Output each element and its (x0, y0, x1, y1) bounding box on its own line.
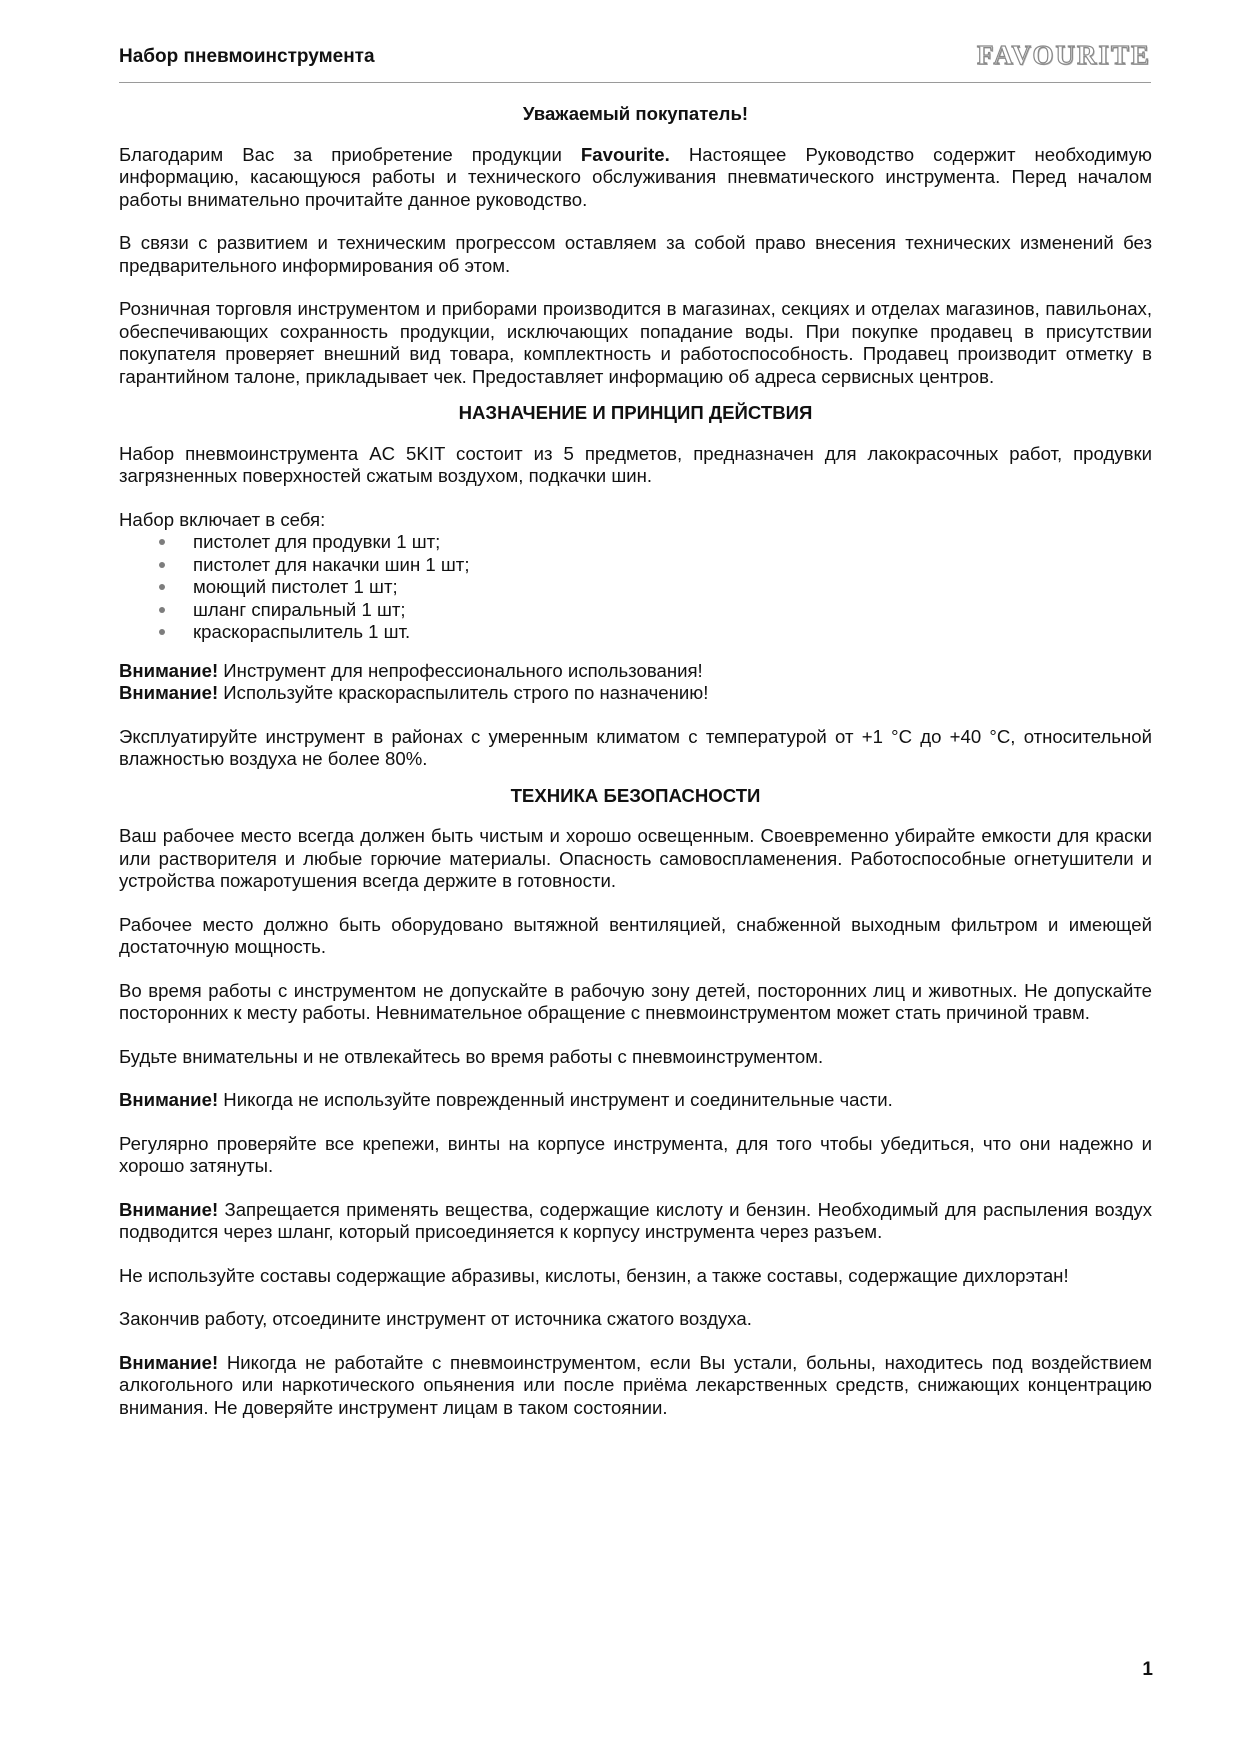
bullet-icon (159, 562, 165, 568)
page-header (119, 40, 1151, 83)
bullet-icon (159, 607, 165, 613)
safety-heading: ТЕХНИКА БЕЗОПАСНОСТИ (510, 784, 761, 806)
tech-changes-paragraph: В связи с развитием и техническим прогрессом оставляем за собой право внесения технических изменений без предварительного информирования об этом. (119, 232, 1152, 276)
purpose-heading: НАЗНАЧЕНИЕ И ПРИНЦИП ДЕЙСТВИЯ (458, 402, 813, 423)
page-number: 1 (1142, 1659, 1153, 1680)
warning-label: Внимание! (119, 1198, 219, 1220)
warning-text: Запрещается применять вещества, содержащие кислоту и бензин. Необходимый для распыления воздух подводится через шланг, который присоединяется к корпусу инструмента через разъем. (119, 1198, 1152, 1242)
safety-paragraph-ventilation: Рабочее место должно быть оборудовано вытяжной вентиляцией, снабженной выходным фильтром и имеющей достаточную мощность. (119, 913, 1152, 957)
document-body (119, 103, 1152, 1419)
safety-paragraph-workplace: Ваш рабочее место всегда должен быть чистым и хорошо освещенным. Своевременно убирайте емкости для краски или растворителя и любые горючие материалы. Опасность самовоспламенения. Работоспособные огнетушители и устройства пожаротушения всегда держите в готовности. (119, 825, 1152, 891)
bullet-icon (159, 584, 165, 590)
safety-warning-condition (119, 1352, 1152, 1420)
intro-text-start: Благодарим Вас за приобретение продукции (119, 143, 581, 165)
list-item (119, 621, 1152, 644)
document-title: Набор пневмоинструмента (119, 46, 375, 67)
warning-sprayer-use (119, 682, 1152, 705)
warning-label: Внимание! (119, 659, 219, 681)
safety-paragraph-abrasives: Не используйте составы содержащие абразивы, кислоты, бензин, а также составы, содержащие дихлорэтан! (119, 1264, 1069, 1286)
list-item (119, 554, 1152, 577)
warning-text: Никогда не работайте с пневмоинструментом, если Вы устали, больны, находитесь под воздействием алкогольного или наркотического опьянения или после приёма лекарственных средств, снижающих концентрацию внимания. Не доверяйте инструмент лицам в таком состоянии. (119, 1351, 1152, 1418)
warning-text: Инструмент для непрофессионального использования! (218, 659, 703, 681)
warning-text: Никогда не используйте поврежденный инструмент и соединительные части. (218, 1089, 893, 1110)
safety-paragraph-fasteners: Регулярно проверяйте все крепежи, винты на корпусе инструмента, для того чтобы убедиться, что они надежно и хорошо затянуты. (119, 1132, 1152, 1176)
list-item (119, 599, 1152, 622)
warning-label: Внимание! (119, 682, 219, 703)
greeting-heading: Уважаемый покупатель! (522, 103, 749, 124)
safety-paragraph-bystanders: Во время работы с инструментом не допускайте в рабочую зону детей, посторонних лиц и животных. Не допускайте посторонних к месту работы. Невнимательное обращение с пневмоинструментом может стать причиной травм. (119, 979, 1152, 1023)
retail-paragraph: Розничная торговля инструментом и приборами производится в магазинах, секциях и отделах магазинов, павильонах, обеспечивающих сохранность продукции, исключающих попадание воды. При покупке продавец в присутствии покупателя проверяет внешний вид товара, комплектность и работоспособность. Продавец производит отметку в гарантийном талоне, прикладывает чек. Предоставляет информацию об адреса сервисных центров. (119, 298, 1152, 387)
list-item (119, 576, 1152, 599)
safety-warning-damaged (119, 1089, 1152, 1112)
list-item-text: шланг спиральный 1 шт; (193, 598, 406, 620)
purpose-paragraph: Набор пневмоинструмента AC 5KIT состоит из 5 предметов, предназначен для лакокрасочных работ, продувки загрязненных поверхностей сжатым воздухом, подкачки шин. (119, 442, 1152, 486)
brand-name: Favourite. (580, 143, 670, 165)
warning-label: Внимание! (119, 1351, 219, 1373)
intro-paragraph (119, 144, 1152, 212)
list-item-text: пистолет для продувки 1 шт; (193, 531, 441, 552)
warning-amateur-use (119, 660, 1152, 683)
warning-text: Используйте краскораспылитель строго по назначению! (218, 682, 709, 703)
safety-paragraph-attention: Будьте внимательны и не отвлекайтесь во время работы с пневмоинструментом. (119, 1045, 824, 1067)
bullet-icon (159, 539, 165, 545)
warning-label: Внимание! (119, 1089, 219, 1110)
bullet-icon (159, 629, 165, 635)
list-item-text: моющий пистолет 1 шт; (193, 576, 398, 597)
kit-contents-list (119, 531, 1152, 644)
safety-paragraph-disconnect: Закончив работу, отсоедините инструмент от источника сжатого воздуха. (119, 1308, 752, 1329)
list-item (119, 531, 1152, 554)
safety-warning-substances (119, 1199, 1152, 1244)
brand-logo: FAVOURITE (977, 40, 1151, 70)
includes-label: Набор включает в себя: (119, 508, 326, 530)
climate-paragraph: Эксплуатируйте инструмент в районах с умеренным климатом с температурой от +1 °С до +40 °С, относительной влажностью воздуха не более 80%. (119, 725, 1152, 769)
list-item-text: пистолет для накачки шин 1 шт; (193, 553, 470, 575)
list-item-text: краскораспылитель 1 шт. (193, 621, 411, 642)
intro-text-end: Настоящее Руководство содержит необходимую информацию, касающуюся работы и технического обслуживания пневматического инструмента. Перед началом работы внимательно прочитайте данное руководство. (119, 143, 1152, 210)
